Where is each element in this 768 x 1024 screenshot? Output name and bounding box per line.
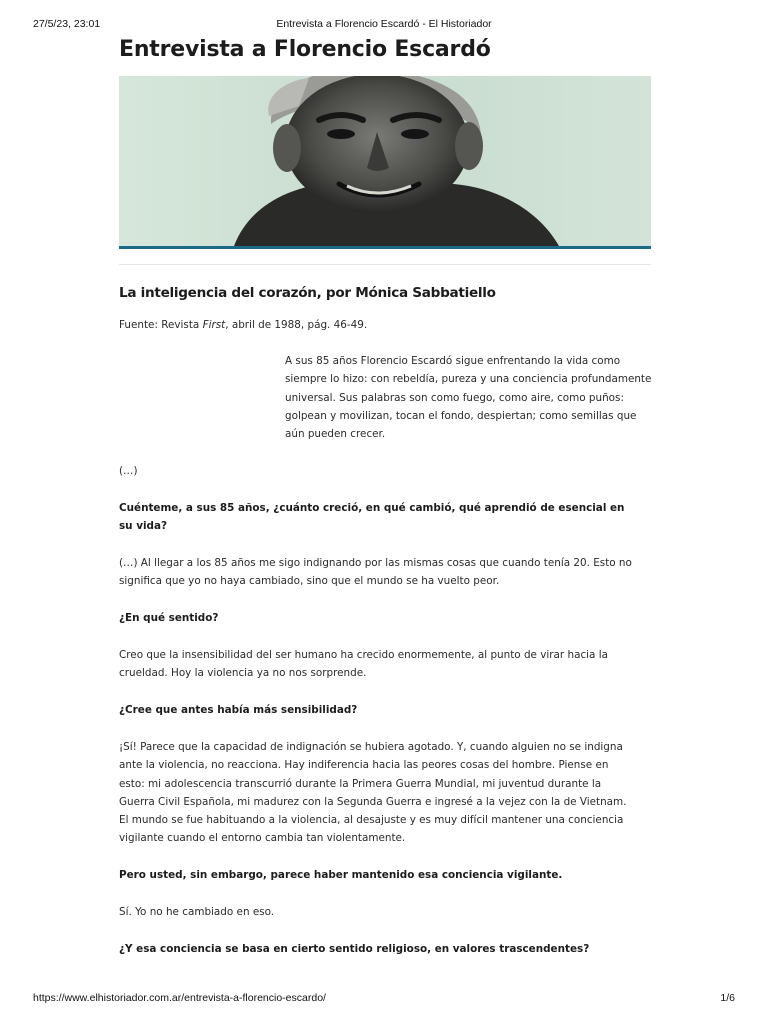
intro-paragraph: A sus 85 años Florencio Escardó sigue enfrentando la vida como siempre lo hizo: con rebeldía, pureza y una conciencia profundamente universal. Sus palabras son como fuego, como aire, como puños: golpean y movilizan, tocan el fondo, despiertan; como semillas que aún pueden crecer.: [285, 355, 652, 441]
article-subtitle: La inteligencia del corazón, por Mónica Sabbatiello: [119, 285, 496, 301]
hero-portrait: [119, 76, 651, 249]
print-datetime: 27/5/23, 23:01: [33, 18, 101, 30]
print-page-number: 1/6: [720, 992, 735, 1004]
source-suffix: , abril de 1988, pág. 46-49.: [225, 319, 368, 331]
question-3: ¿Cree que antes había más sensibilidad?: [119, 704, 358, 716]
print-footer: [0, 992, 768, 1006]
answer-2: Creo que la insensibilidad del ser humano ha crecido enormemente, al punto de virar hacia la crueldad. Hoy la violencia ya no nos sorprende.: [119, 649, 608, 680]
question-1: Cuénteme, a sus 85 años, ¿cuánto creció, en qué cambió, qué aprendió de esencial en su vida?: [119, 502, 625, 533]
answer-1: (…) Al llegar a los 85 años me sigo indignando por las mismas cosas que cuando tenía 20. Esto no significa que yo no haya cambiado, sino que el mundo se ha vuelto peor.: [119, 557, 632, 588]
hero-divider: [119, 264, 651, 265]
answer-3: ¡Sí! Parece que la capacidad de indignación se hubiera agotado. Y, cuando alguien no se indigna ante la violencia, no reacciona. Hay indiferencia hacia las peores cosas del hombre. Piense en esto: mi adolescencia transcurrió durante la Primera Guerra Mundial, mi juventud durante la Guerra Civil Española, mi madurez con la Segunda Guerra e ingresé a la vejez con la de Vietnam. El mundo se fue habituando a la violencia, al desajuste y es muy difícil mantener una conciencia vigilante cuando el entorno cambia tan violentamente.: [119, 741, 627, 845]
source-magazine: First: [202, 319, 226, 331]
portrait-photo: [119, 76, 651, 246]
question-5: ¿Y esa conciencia se basa en cierto sentido religioso, en valores trascendentes?: [119, 943, 590, 955]
question-4: Pero usted, sin embargo, parece haber mantenido esa conciencia vigilante.: [119, 869, 563, 881]
question-2: ¿En qué sentido?: [119, 612, 219, 624]
print-url: https://www.elhistoriador.com.ar/entrevista-a-florencio-escardo/: [33, 992, 326, 1004]
print-header: [0, 18, 768, 32]
source-line: [119, 316, 637, 334]
article-title: Entrevista a Florencio Escardó: [119, 37, 491, 62]
print-page-title: Entrevista a Florencio Escardó - El Historiador: [276, 18, 492, 30]
source-prefix: Fuente: Revista: [119, 319, 203, 331]
ellipsis-paragraph: (…): [119, 465, 138, 477]
answer-4: Sí. Yo no he cambiado en eso.: [119, 906, 275, 918]
